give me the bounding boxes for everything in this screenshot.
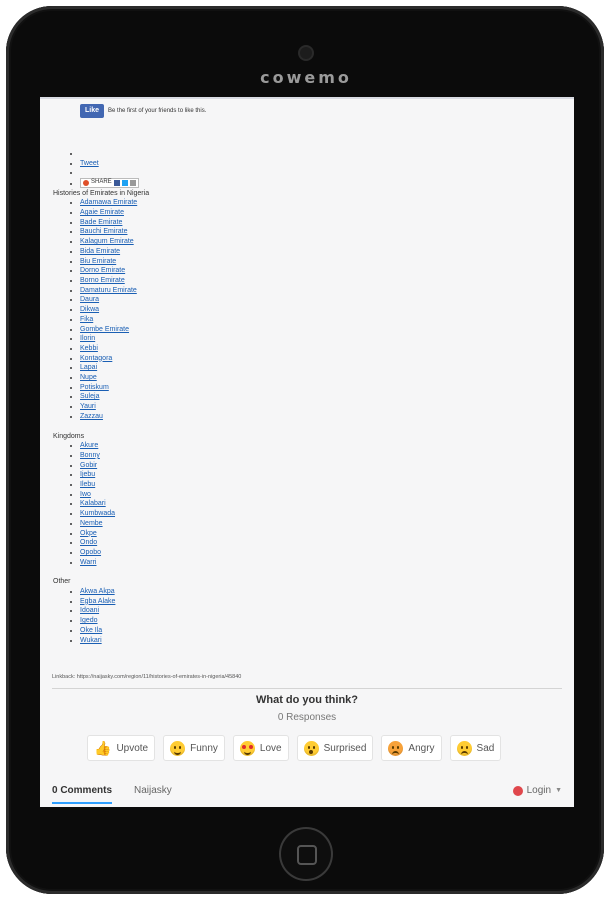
twitter-icon bbox=[122, 180, 128, 186]
user-icon bbox=[513, 786, 523, 796]
reaction-funny-button[interactable] bbox=[163, 735, 225, 761]
surprised-face-icon bbox=[304, 741, 319, 756]
list-item-link[interactable]: Warri bbox=[80, 558, 97, 566]
home-button[interactable] bbox=[281, 829, 331, 879]
list-item-link[interactable]: Kalabari bbox=[80, 500, 106, 508]
list-item-link[interactable]: Kumbwada bbox=[80, 510, 116, 518]
facebook-like-button[interactable]: Like bbox=[80, 104, 104, 118]
emirates-list bbox=[53, 198, 563, 421]
list-item-link[interactable]: Iwo bbox=[80, 490, 91, 498]
list-item-link[interactable]: Zazzau bbox=[80, 412, 103, 420]
tab-naijasky[interactable]: Naijasky bbox=[134, 785, 172, 796]
divider bbox=[52, 688, 562, 689]
login-label: Login bbox=[526, 785, 552, 796]
list-item bbox=[80, 315, 563, 325]
reaction-label: Love bbox=[259, 742, 282, 754]
list-item bbox=[80, 402, 563, 412]
list-item bbox=[80, 344, 563, 354]
list-item bbox=[80, 548, 563, 558]
list-item bbox=[80, 558, 563, 568]
list-item bbox=[80, 257, 563, 267]
list-item-link[interactable]: Bade Emirate bbox=[80, 218, 123, 226]
list-item-link[interactable]: Akure bbox=[80, 442, 99, 450]
list-item bbox=[80, 616, 563, 626]
list-item bbox=[80, 305, 563, 315]
reaction-label: Upvote bbox=[116, 742, 149, 754]
tweet-link[interactable]: Tweet bbox=[80, 159, 99, 167]
reaction-label: Surprised bbox=[323, 742, 367, 754]
share-item-empty bbox=[80, 149, 563, 159]
list-item-link[interactable]: Idoani bbox=[80, 607, 100, 615]
list-item-link[interactable]: Nembe bbox=[80, 519, 103, 527]
thumbs-up-icon: 👍 bbox=[94, 739, 112, 756]
list-item-link[interactable]: Daura bbox=[80, 296, 100, 304]
share-label: • SHARE bbox=[91, 179, 112, 186]
list-item-link[interactable]: Damaturu Emirate bbox=[80, 286, 137, 294]
email-icon bbox=[130, 180, 136, 186]
list-item bbox=[80, 461, 563, 471]
list-item-link[interactable]: Yauri bbox=[80, 403, 96, 411]
list-item bbox=[80, 286, 563, 296]
list-item bbox=[80, 626, 563, 636]
discussion-question: What do you think? bbox=[255, 694, 359, 706]
angry-face-icon bbox=[388, 741, 403, 756]
list-item-link[interactable]: Oke Ila bbox=[80, 626, 103, 634]
reaction-bar bbox=[87, 735, 501, 761]
list-item bbox=[80, 354, 563, 364]
laughing-face-icon bbox=[170, 741, 185, 756]
list-item bbox=[80, 218, 563, 228]
reaction-label: Angry bbox=[408, 742, 435, 754]
heart-eyes-icon bbox=[240, 741, 255, 756]
linkback-text: Linkback: https://naijasky.com/region/11/histories-of-emirates-in-nigeria/45840 bbox=[52, 674, 242, 680]
list-item-link[interactable]: Fika bbox=[80, 315, 94, 323]
share-item-tweet bbox=[80, 159, 563, 169]
list-item-link[interactable]: Dikwa bbox=[80, 306, 100, 314]
list-item-link[interactable]: Wukari bbox=[80, 636, 102, 644]
list-item-link[interactable]: Lapai bbox=[80, 364, 98, 372]
list-item-link[interactable]: Bida Emirate bbox=[80, 247, 121, 255]
reaction-label: Sad bbox=[476, 742, 495, 754]
list-item bbox=[80, 519, 563, 529]
list-item bbox=[80, 276, 563, 286]
list-item bbox=[80, 383, 563, 393]
list-item-link[interactable]: Suleja bbox=[80, 393, 100, 401]
list-item-link[interactable]: Potiskum bbox=[80, 383, 109, 391]
list-item bbox=[80, 636, 563, 646]
reaction-label: Funny bbox=[190, 742, 218, 754]
reaction-love-button[interactable] bbox=[233, 735, 289, 761]
list-item bbox=[80, 509, 563, 519]
chevron-down-icon: ▼ bbox=[555, 787, 562, 794]
list-item-link[interactable]: Agaie Emirate bbox=[80, 209, 124, 217]
reaction-upvote-button[interactable] bbox=[87, 735, 155, 761]
comment-tabs bbox=[52, 785, 172, 804]
list-item bbox=[80, 451, 563, 461]
facebook-like-text: Be the first of your friends to like this. bbox=[108, 108, 207, 114]
list-item-link[interactable]: Okpe bbox=[80, 529, 97, 537]
responses-count: 0 Responses bbox=[277, 712, 337, 723]
list-item bbox=[80, 499, 563, 509]
list-item-link[interactable]: Igedo bbox=[80, 617, 98, 625]
list-item-link[interactable]: Egba Alake bbox=[80, 597, 116, 605]
list-item bbox=[80, 606, 563, 616]
list-item bbox=[80, 480, 563, 490]
list-item bbox=[80, 295, 563, 305]
list-item bbox=[80, 470, 563, 480]
list-item bbox=[80, 363, 563, 373]
list-item-link[interactable]: Kontagora bbox=[80, 354, 113, 362]
reaction-surprised-button[interactable] bbox=[297, 735, 374, 761]
list-item-link[interactable]: Biu Emirate bbox=[80, 257, 117, 265]
kingdoms-list bbox=[53, 441, 563, 567]
list-item-link[interactable]: Gobir bbox=[80, 461, 98, 469]
list-item-link[interactable]: Ijebu bbox=[80, 471, 96, 479]
device-screen bbox=[40, 97, 574, 807]
tab-comments[interactable]: 0 Comments bbox=[52, 785, 112, 804]
reaction-sad-button[interactable] bbox=[450, 735, 502, 761]
list-item bbox=[80, 266, 563, 276]
list-item bbox=[80, 227, 563, 237]
section-title-emirates: Histories of Emirates in Nigeria bbox=[53, 189, 150, 197]
list-item-link[interactable]: Ondo bbox=[80, 539, 98, 547]
list-item bbox=[80, 392, 563, 402]
share-item-empty bbox=[80, 168, 563, 178]
list-item bbox=[80, 237, 563, 247]
list-item-link[interactable]: Borno Emirate bbox=[80, 276, 125, 284]
facebook-like-row bbox=[80, 105, 206, 117]
list-item bbox=[80, 538, 563, 548]
list-item bbox=[80, 247, 563, 257]
list-item bbox=[80, 597, 563, 607]
list-item-link[interactable]: Gombe Emirate bbox=[80, 325, 130, 333]
list-item-link[interactable]: Adamawa Emirate bbox=[80, 199, 138, 207]
other-list bbox=[53, 587, 563, 645]
list-item-link[interactable]: Ilebu bbox=[80, 481, 96, 489]
list-item bbox=[80, 373, 563, 383]
list-item bbox=[80, 325, 563, 335]
emirates-content bbox=[53, 149, 563, 645]
list-item-link[interactable]: Akwa Akpa bbox=[80, 588, 115, 596]
list-item bbox=[80, 198, 563, 208]
share-item-sharebox bbox=[80, 178, 563, 189]
list-item bbox=[80, 412, 563, 422]
section-title-kingdoms: Kingdoms bbox=[53, 432, 85, 440]
list-item-link[interactable]: Ilorin bbox=[80, 335, 96, 343]
login-button[interactable] bbox=[513, 785, 562, 796]
share-list bbox=[53, 149, 563, 189]
list-item bbox=[80, 208, 563, 218]
device-brand: cowemo bbox=[260, 68, 352, 87]
camera-icon bbox=[300, 47, 312, 59]
list-item bbox=[80, 490, 563, 500]
reaction-angry-button[interactable] bbox=[381, 735, 441, 761]
list-item-link[interactable]: Bonny bbox=[80, 451, 100, 459]
list-item bbox=[80, 441, 563, 451]
list-item bbox=[80, 587, 563, 597]
list-item-link[interactable]: Nupe bbox=[80, 374, 97, 382]
list-item-link[interactable]: Kalagum Emirate bbox=[80, 238, 134, 246]
list-item bbox=[80, 334, 563, 344]
list-item-link[interactable]: Opobo bbox=[80, 548, 102, 556]
facebook-icon bbox=[114, 180, 120, 186]
share-icon bbox=[83, 180, 89, 186]
section-title-other: Other bbox=[53, 578, 71, 586]
list-item-link[interactable]: Dorno Emirate bbox=[80, 267, 126, 275]
list-item-link[interactable]: Bauchi Emirate bbox=[80, 228, 128, 236]
list-item bbox=[80, 529, 563, 539]
list-item-link[interactable]: Kebbi bbox=[80, 344, 98, 352]
sad-face-icon bbox=[457, 741, 472, 756]
share-button[interactable] bbox=[80, 178, 139, 188]
